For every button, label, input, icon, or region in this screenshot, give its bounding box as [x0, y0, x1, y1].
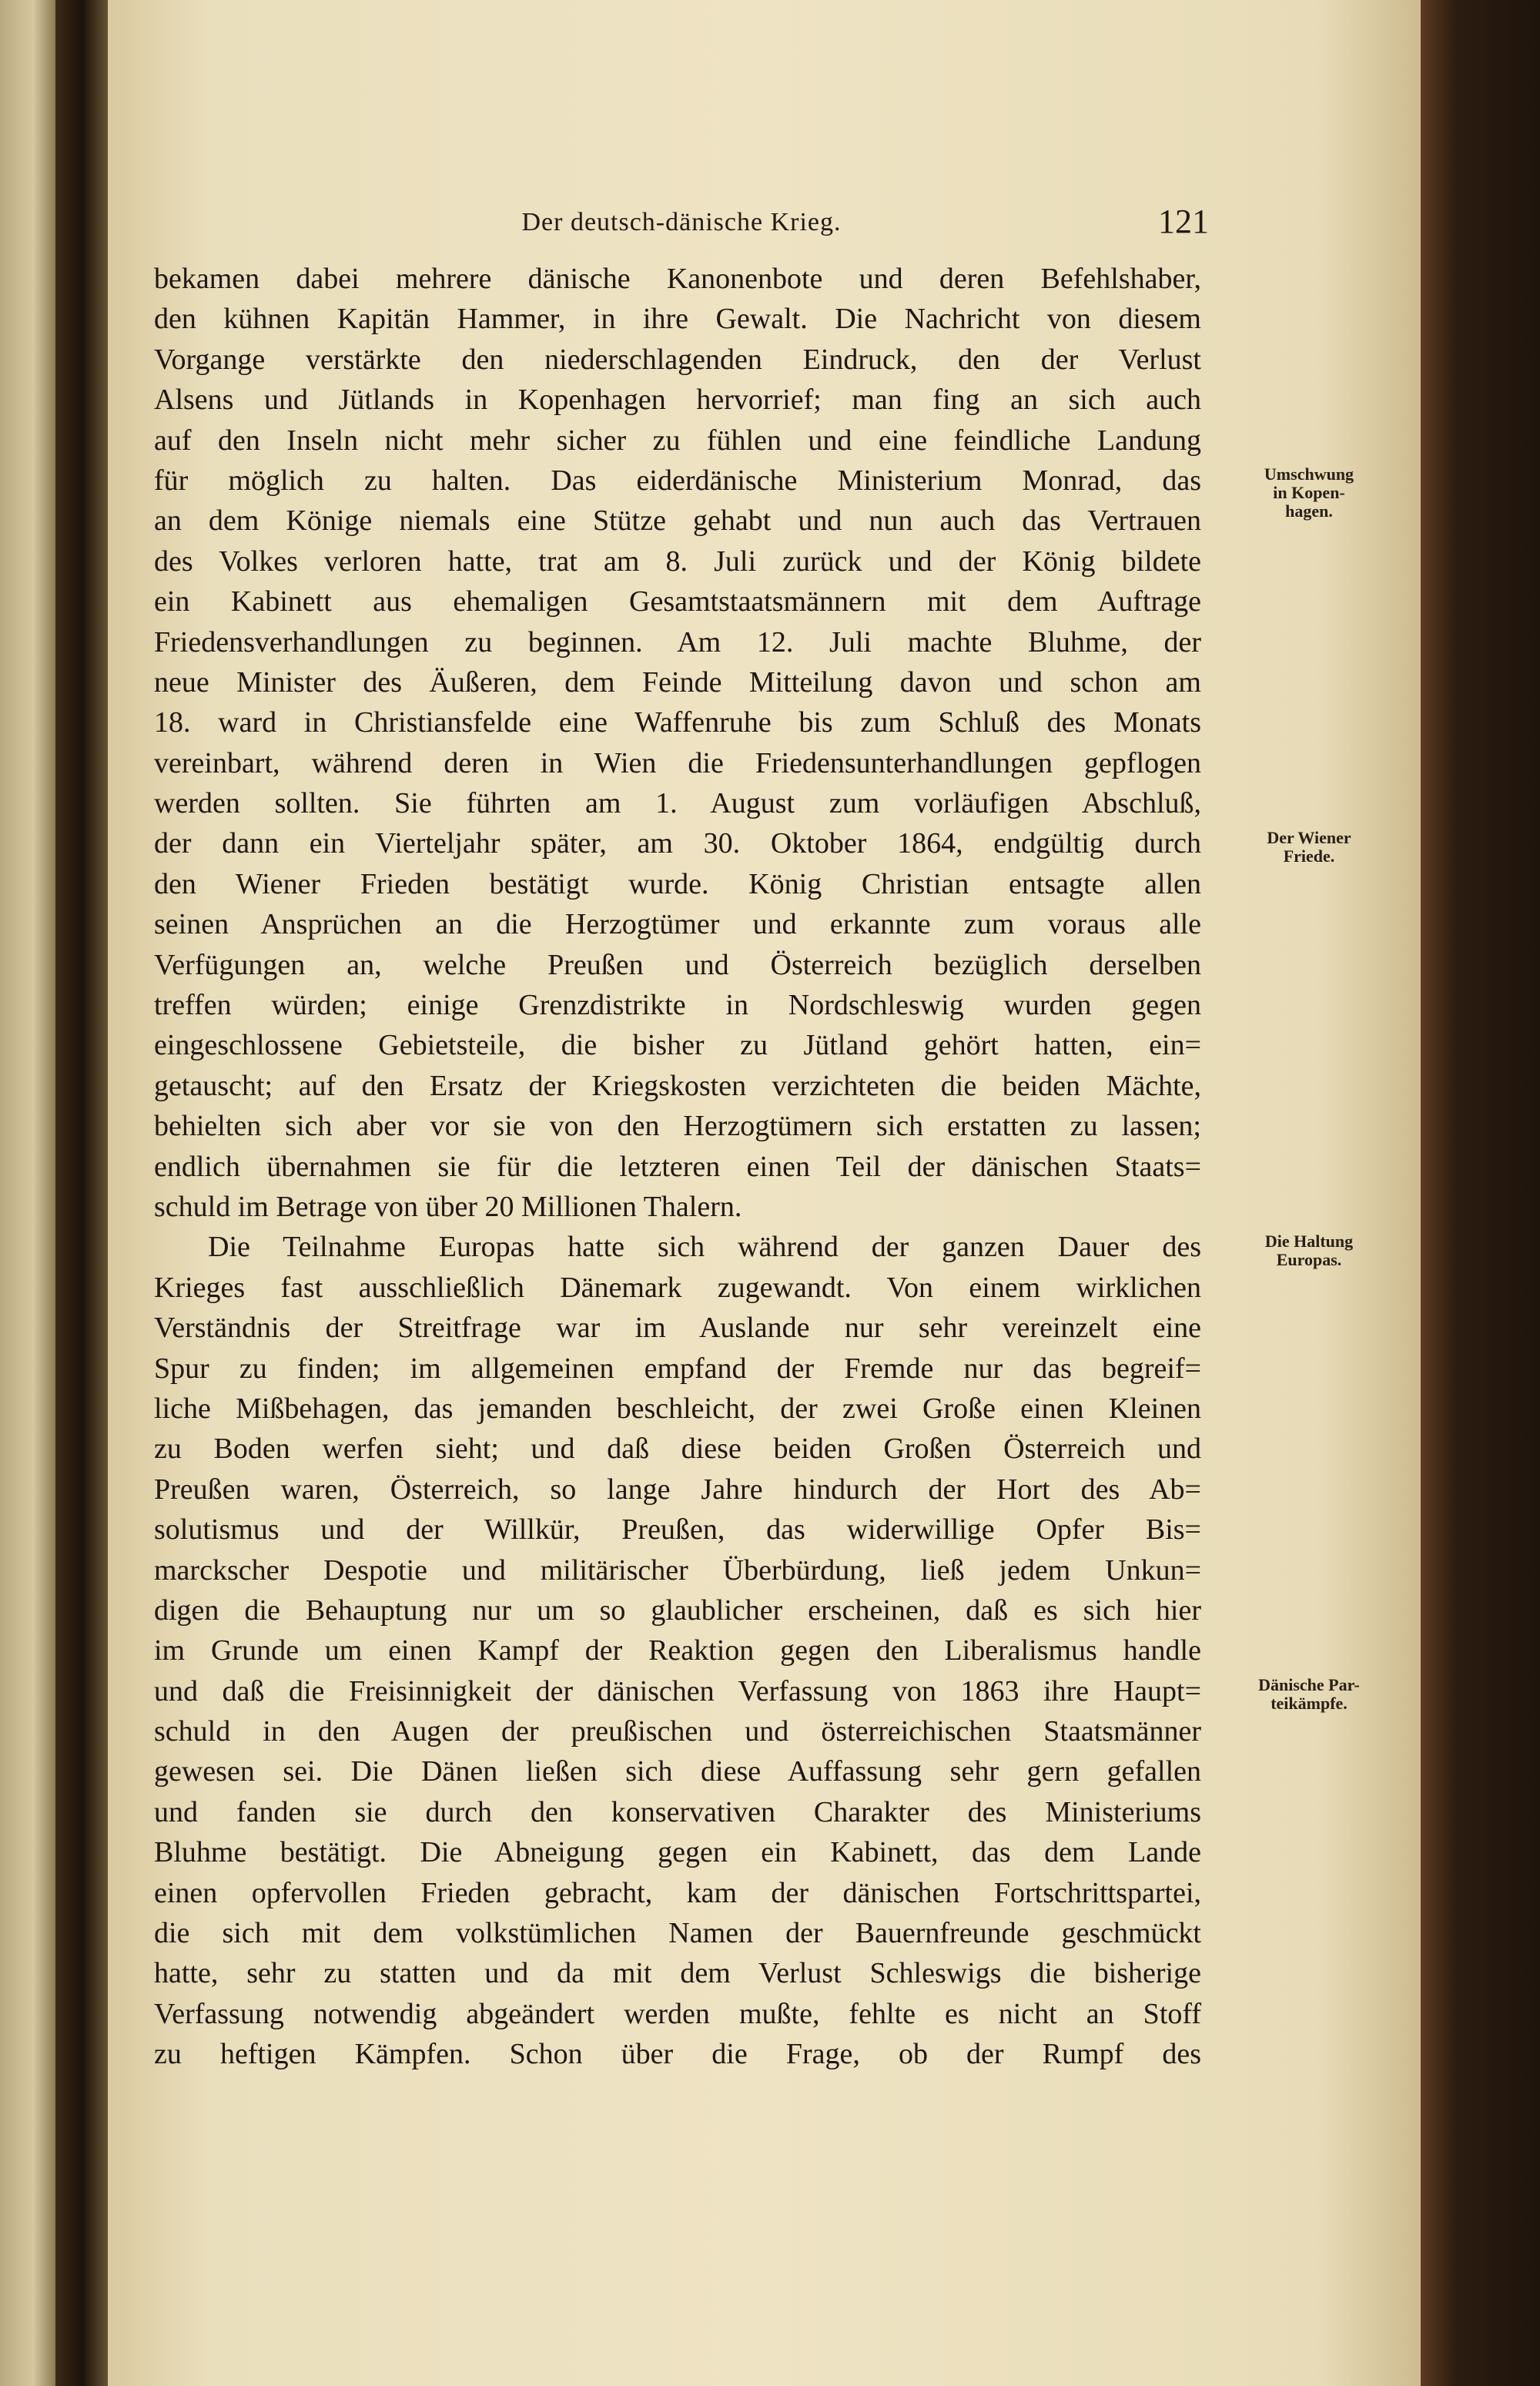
text-line: hatte, sehr zu statten und da mit dem Verlust Schleswigs die bisherige	[154, 1957, 1201, 1990]
book-gutter	[55, 0, 109, 2386]
text-line: Verfügungen an, welche Preußen und Österreich bezüglich derselben	[154, 948, 1201, 981]
margin-note-line: Dänische Par-	[1258, 1675, 1360, 1694]
text-line: Friedensverhandlungen zu beginnen. Am 12. Juli machte Bluhme, der	[154, 625, 1201, 658]
text-line: im Grunde um einen Kampf der Reaktion gegen den Liberalismus handle	[154, 1634, 1201, 1667]
text-line: für möglich zu halten. Das eiderdänische Ministerium Monrad, das	[154, 464, 1201, 497]
text-line: endlich übernahmen sie für die letzteren einen Teil der dänischen Staats=	[154, 1150, 1201, 1183]
book-cover-edge	[1421, 0, 1540, 2386]
text-line: zu heftigen Kämpfen. Schon über die Frage, ob der Rumpf des	[154, 2038, 1201, 2071]
text-line: die sich mit dem volkstümlichen Namen der Bauernfreunde geschmückt	[154, 1917, 1201, 1950]
text-line: 18. ward in Christiansfelde eine Waffenruhe bis zum Schluß des Monats	[154, 706, 1201, 739]
margin-note-line: Friede.	[1283, 846, 1335, 866]
text-line: neue Minister des Äußeren, dem Feinde Mitteilung davon und schon am	[154, 665, 1201, 699]
text-line: und daß die Freisinnigkeit der dänischen Verfassung von 1863 ihre Haupt=	[154, 1674, 1201, 1707]
text-line: einen opfervollen Frieden gebracht, kam der dänischen Fortschrittspartei,	[154, 1876, 1201, 1909]
text-line: Spur zu finden; im allgemeinen empfand der Fremde nur das begreif=	[154, 1352, 1201, 1385]
text-line: solutismus und der Willkür, Preußen, das widerwillige Opfer Bis=	[154, 1513, 1201, 1547]
text-line: liche Mißbehagen, das jemanden beschleicht, der zwei Große einen Kleinen	[154, 1392, 1201, 1425]
text-line: des Volkes verloren hatte, trat am 8. Juli zurück und der König bildete	[154, 545, 1201, 578]
text-line: den Wiener Frieden bestätigt wurde. König Christian entsagte allen	[154, 867, 1201, 900]
text-line: der dann ein Vierteljahr später, am 30. Oktober 1864, endgültig durch	[154, 827, 1201, 860]
previous-page-edge	[0, 0, 55, 2386]
text-line: eingeschlossene Gebietsteile, die bisher zu Jütland gehört hatten, ein=	[154, 1029, 1201, 1062]
text-line: behielten sich aber vor sie von den Herzogtümern sich erstatten zu lassen;	[154, 1110, 1201, 1143]
text-line: und fanden sie durch den konservativen Charakter des Ministeriums	[154, 1795, 1201, 1828]
body-text	[154, 259, 1201, 2075]
margin-note-line: Europas.	[1276, 1249, 1342, 1269]
margin-note	[1224, 1676, 1394, 1713]
text-line: Vorgange verstärkte den niederschlagenden Eindruck, den der Verlust	[154, 343, 1201, 376]
running-title: Der deutsch-dänische Krieg.	[521, 208, 842, 236]
text-line: bekamen dabei mehrere dänische Kanonenbote und deren Befehlshaber,	[154, 263, 1201, 295]
text-line: Bluhme bestätigt. Die Abneigung gegen ein Kabinett, das dem Lande	[154, 1836, 1201, 1869]
text-line: schuld im Betrage von über 20 Millionen Thalern.	[154, 1190, 742, 1223]
margin-note-line: Die Haltung	[1264, 1231, 1354, 1251]
margin-note-line: Umschwung	[1264, 464, 1354, 484]
text-line: ein Kabinett aus ehemaligen Gesamtstaatsmännern mit dem Auftrage	[154, 585, 1201, 618]
margin-note-line: Der Wiener	[1267, 827, 1351, 847]
text-line: Verfassung notwendig abgeändert werden mußte, fehlte es nicht an Stoff	[154, 1997, 1201, 2030]
text-line: schuld in den Augen der preußischen und österreichischen Staatsmänner	[154, 1715, 1201, 1748]
margin-note	[1224, 465, 1394, 521]
text-line: Alsens und Jütlands in Kopenhagen hervorrief; man fing an sich auch	[154, 384, 1201, 417]
page-number: 121	[1158, 203, 1209, 240]
margin-note	[1224, 829, 1394, 866]
text-line: treffen würden; einige Grenzdistrikte in Nordschleswig wurden gegen	[154, 989, 1201, 1022]
margin-note-line: in Kopen-	[1273, 483, 1345, 502]
margin-note-line: teikämpfe.	[1270, 1694, 1348, 1713]
text-line: getauscht; auf den Ersatz der Kriegskosten verzichteten die beiden Mächte,	[154, 1069, 1201, 1102]
text-line: gewesen sei. Die Dänen ließen sich diese Auffassung sehr gern gefallen	[154, 1755, 1201, 1788]
text-line: den kühnen Kapitän Hammer, in ihre Gewalt. Die Nachricht von diesem	[154, 303, 1201, 336]
text-line: Preußen waren, Österreich, so lange Jahre hindurch der Hort des Ab=	[154, 1473, 1201, 1506]
text-line: zu Boden werfen sieht; und daß diese beiden Großen Österreich und	[154, 1433, 1201, 1466]
text-line: an dem Könige niemals eine Stütze gehabt und nun auch das Vertrauen	[154, 504, 1201, 538]
text-line: vereinbart, während deren in Wien die Friedensunterhandlungen gepflogen	[154, 746, 1201, 779]
text-line: werden sollten. Sie führten am 1. August zum vorläufigen Abschluß,	[154, 787, 1201, 820]
text-line: seinen Ansprüchen an die Herzogtümer und erkannte zum voraus alle	[154, 908, 1201, 941]
margin-note-line: hagen.	[1285, 501, 1333, 521]
text-line: digen die Behauptung nur um so glaublicher erscheinen, daß es sich hier	[154, 1593, 1201, 1627]
text-line: Verständnis der Streitfrage war im Auslande nur sehr vereinzelt eine	[154, 1312, 1201, 1345]
text-line: Die Teilnahme Europas hatte sich während der ganzen Dauer des	[208, 1231, 1201, 1264]
margin-note	[1224, 1232, 1394, 1269]
page-header	[154, 202, 1209, 248]
text-line: auf den Inseln nicht mehr sicher zu fühlen und eine feindliche Landung	[154, 424, 1201, 457]
text-line: marckscher Despotie und militärischer Überbürdung, ließ jedem Unkun=	[154, 1553, 1201, 1587]
text-line: Krieges fast ausschließlich Dänemark zugewandt. Von einem wirklichen	[154, 1271, 1201, 1304]
